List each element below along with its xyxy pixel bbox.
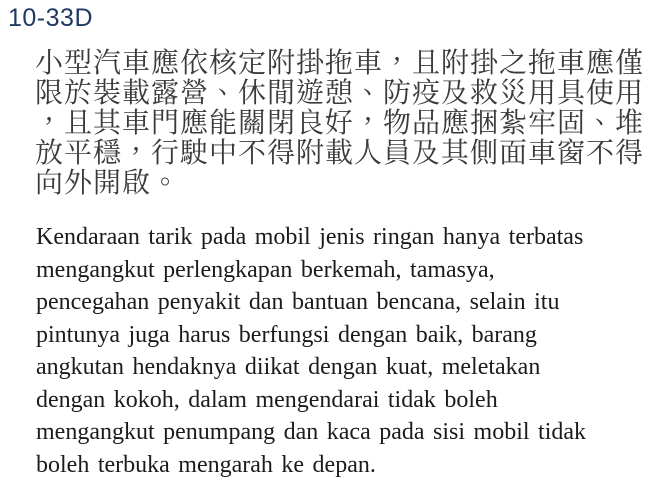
- chinese-line: 小型汽車應依核定附掛拖車，且附掛之拖車應僅: [35, 47, 645, 78]
- page-title: 10-33D: [8, 4, 93, 32]
- indonesian-line: Kendaraan tarik pada mobil jenis ringan hanya terbatas: [36, 224, 584, 250]
- chinese-line: 放平穩，行駛中不得附載人員及其側面車窗不得: [35, 137, 645, 168]
- indonesian-line: dengan kokoh, dalam mengendarai tidak boleh: [36, 386, 498, 413]
- chinese-line: ，且其車門應能關閉良好，物品應捆紮牢固、堆: [35, 107, 645, 138]
- indonesian-paragraph: [36, 221, 656, 481]
- chinese-paragraph: [35, 48, 659, 198]
- indonesian-line: pencegahan penyakit dan bantuan bencana, selain itu: [36, 289, 560, 315]
- indonesian-line: angkutan hendaknya diikat dengan kuat, meletakan: [36, 354, 541, 380]
- indonesian-line: boleh terbuka mengarah ke depan.: [36, 451, 376, 478]
- indonesian-line: pintunya juga harus berfungsi dengan baik, barang: [36, 321, 537, 348]
- chinese-line: 向外開啟。: [35, 167, 181, 198]
- indonesian-line: mengangkut penumpang dan kaca pada sisi mobil tidak: [36, 419, 587, 445]
- indonesian-line: mengangkut perlengkapan berkemah, tamasya,: [36, 256, 495, 283]
- chinese-line: 限於裝載露營、休閒遊憩、防疫及救災用具使用: [35, 77, 645, 108]
